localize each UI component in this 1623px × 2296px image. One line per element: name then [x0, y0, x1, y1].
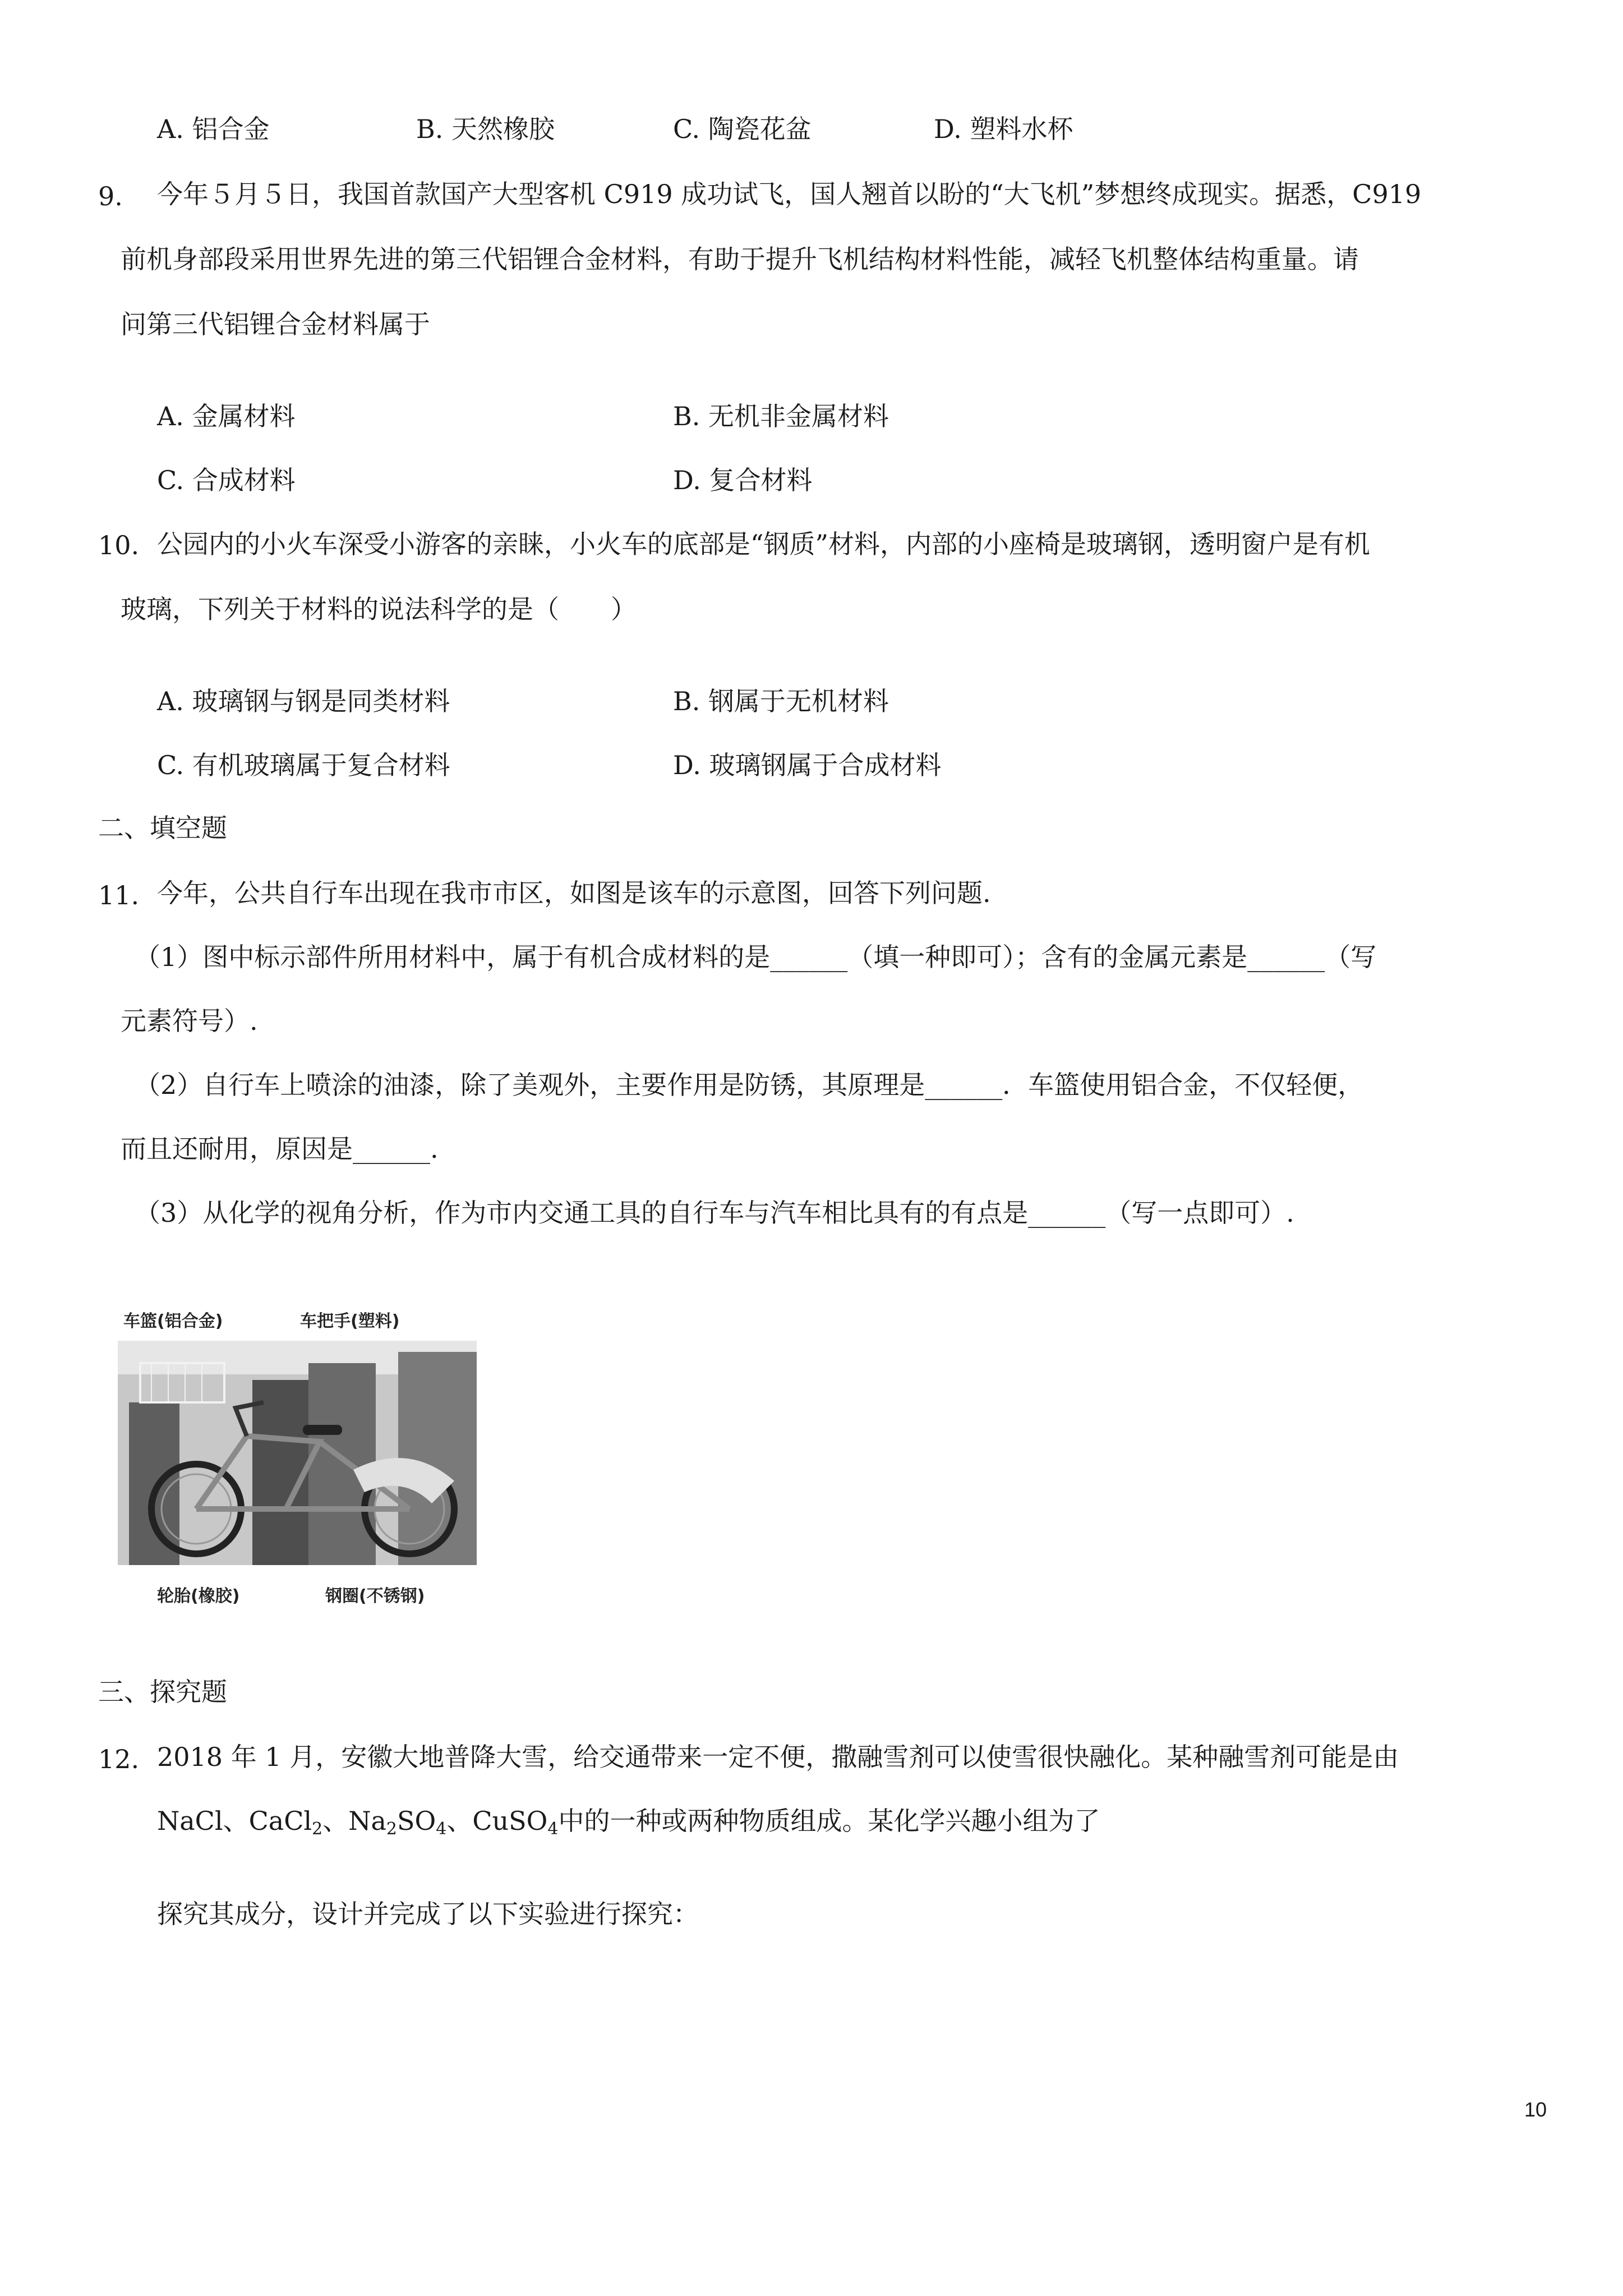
q9-line-2: 前机身部段采用世界先进的第三代铝锂合金材料，有助于提升飞机结构材料性能，减轻飞机整体结构重量。请	[121, 244, 1359, 274]
bicycle-illustration	[118, 1341, 477, 1565]
q12-sub-4: 4	[547, 1819, 559, 1839]
bicycle-figure	[118, 1301, 477, 1616]
q12-line-1: 2018 年 1 月，安徽大地普降大雪，给交通带来一定不便，撒融雪剂可以使雪很快融化。某种融雪剂可能是由	[157, 1742, 1399, 1772]
q12-line-3: 探究其成分，设计并完成了以下实验进行探究：	[157, 1899, 699, 1929]
q10-option-a: A. 玻璃钢与钢是同类材料	[157, 686, 450, 716]
q12-line-2	[157, 1804, 1100, 1838]
q12-sub-2: 2	[386, 1819, 397, 1839]
q11-number: 11.	[98, 880, 140, 910]
q10-option-c: C. 有机玻璃属于复合材料	[157, 750, 450, 780]
q8-option-d: D. 塑料水杯	[934, 114, 1073, 144]
q10-number: 10.	[98, 530, 140, 560]
q12-line-2-e: 中的一种或两种物质组成。某化学兴趣小组为了	[558, 1806, 1100, 1836]
q9-option-c: C. 合成材料	[157, 465, 296, 495]
q9-option-d: D. 复合材料	[673, 465, 813, 495]
q10-option-d: D. 玻璃钢属于合成材料	[673, 750, 942, 780]
q11-line-4: （2）自行车上喷涂的油漆，除了美观外，主要作用是防锈，其原理是______．车篮使用铝合金，不仅轻便，	[135, 1070, 1364, 1100]
q12-line-2-b: 、Na	[322, 1806, 386, 1836]
section-fill-in-heading: 二、填空题	[98, 813, 227, 843]
q12-sub-1: 2	[312, 1819, 323, 1839]
q9-number: 9.	[98, 181, 123, 211]
q9-option-b: B. 无机非金属材料	[673, 401, 889, 431]
q10-line-1: 公园内的小火车深受小游客的亲睐，小火车的底部是“钢质”材料，内部的小座椅是玻璃钢，透明窗户是有机	[157, 529, 1371, 559]
q8-option-a: A. 铝合金	[157, 114, 270, 144]
q11-line-3: 元素符号）.	[121, 1006, 258, 1036]
q10-line-2: 玻璃，下列关于材料的说法科学的是（ ）	[121, 594, 637, 624]
bicycle-photo	[118, 1341, 477, 1565]
label-handle: 车把手(塑料)	[300, 1312, 400, 1331]
q12-line-2-c: SO	[397, 1806, 436, 1836]
q12-number: 12.	[98, 1744, 140, 1774]
q8-option-b: B. 天然橡胶	[416, 114, 555, 144]
q12-line-2-d: 、CuSO	[446, 1806, 548, 1836]
q11-line-1: 今年，公共自行车出现在我市市区，如图是该车的示意图，回答下列问题.	[157, 878, 991, 908]
q9-option-a: A. 金属材料	[157, 401, 296, 431]
q11-line-5: 而且还耐用，原因是______.	[121, 1134, 439, 1164]
q11-line-6: （3）从化学的视角分析，作为市内交通工具的自行车与汽车相比具有的有点是______（写一点即可）.	[135, 1198, 1294, 1228]
q12-line-2-a: NaCl、CaCl	[157, 1806, 312, 1836]
q10-option-b: B. 钢属于无机材料	[673, 686, 889, 716]
q12-sub-3: 4	[436, 1819, 447, 1839]
page-number: 10	[1524, 2098, 1547, 2121]
q8-option-c: C. 陶瓷花盆	[673, 114, 811, 144]
section-inquiry-heading: 三、探究题	[98, 1677, 227, 1707]
label-basket: 车篮(铝合金)	[123, 1312, 223, 1331]
q9-line-3: 问第三代铝锂合金材料属于	[121, 309, 430, 339]
q11-line-2: （1）图中标示部件所用材料中，属于有机合成材料的是______（填一种即可）；含有的金属元素是______（写	[135, 942, 1377, 972]
label-tire: 轮胎(橡胶)	[157, 1586, 240, 1606]
q9-line-1: 今年５月５日，我国首款国产大型客机 C919 成功试飞，国人翘首以盼的“大飞机”梦想终成现实。据悉，C919	[157, 179, 1422, 209]
label-rim: 钢圈(不锈钢)	[325, 1586, 425, 1606]
